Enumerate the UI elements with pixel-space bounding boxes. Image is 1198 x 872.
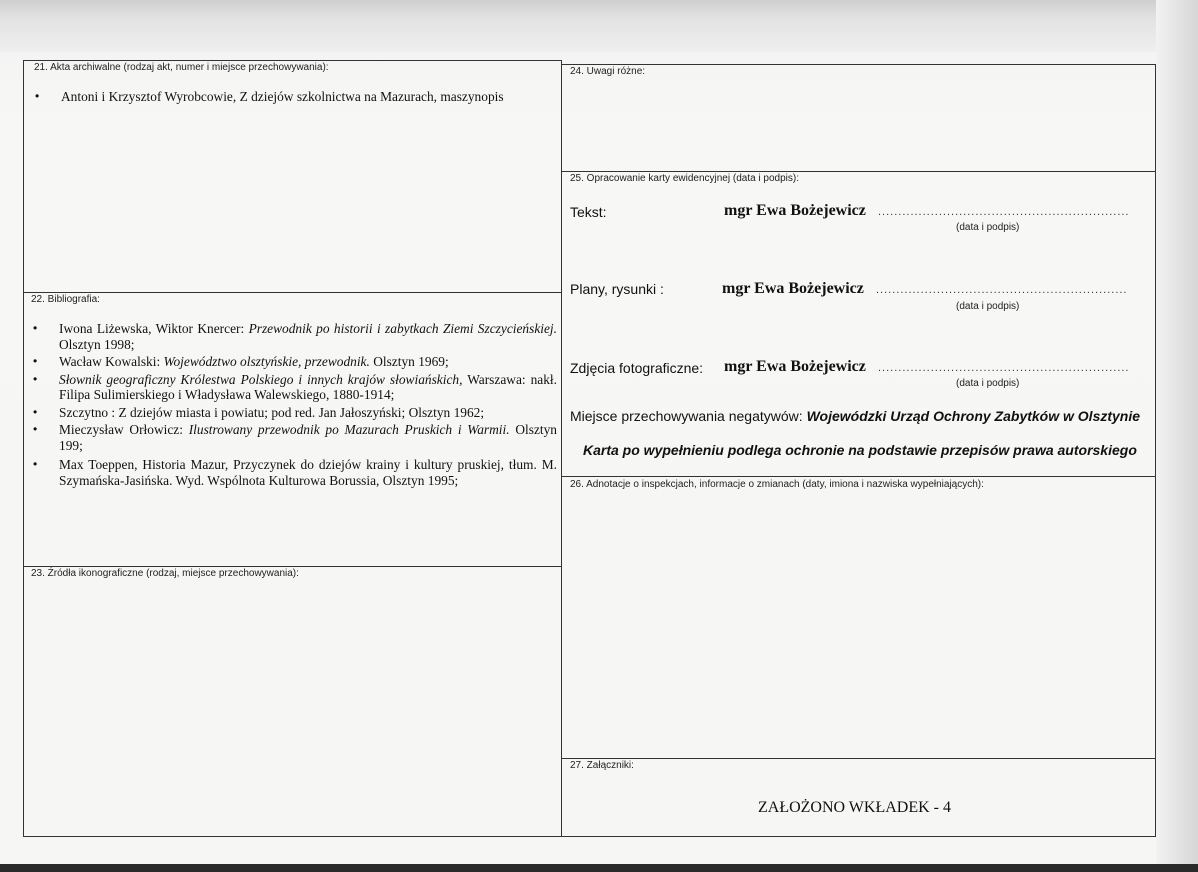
copyright-note: Karta po wypełnieniu podlega ochronie na podstawie przepisów prawa autorskiego: [583, 442, 1137, 458]
signature-name-plans: mgr Ewa Bożejewicz: [722, 280, 864, 297]
signature-note-plans: (data i podpis): [956, 301, 1020, 312]
bullet-icon: •: [33, 321, 38, 335]
signature-key-text: Tekst:: [570, 204, 607, 220]
section-26-label: 26. Adnotacje o inspekcjach, informacje o zmianach (daty, imiona i nazwiska wypełniających):: [570, 479, 984, 490]
bullet-icon: •: [33, 404, 38, 419]
negatives-storage-value: Wojewódzki Urząd Ochrony Zabytków w Olsztynie: [806, 408, 1141, 424]
list-item: • Max Toeppen, Historia Mazur, Przyczynek do dziejów krainy i kultury pruskiej, tłum. M. Szymańska-Jasińska. Wyd. Wspólnota Kulturowa Borussia, Olsztyn 1995;: [33, 457, 557, 488]
section-22-label: 22. Bibliografia:: [31, 294, 100, 305]
signature-dots-plans: ..............................................................: [876, 284, 1128, 296]
signature-key-photos: Zdjęcia fotograficzne:: [570, 360, 704, 376]
section-24-label: 24. Uwagi różne:: [570, 66, 646, 77]
archive-entry: Antoni i Krzysztof Wyrobcowie, Z dziejów szkolnictwa na Mazurach, maszynopis: [61, 89, 504, 104]
bullet-icon: •: [33, 457, 38, 471]
section-23-label: 23. Źródła ikonograficzne (rodzaj, miejsce przechowywania):: [31, 568, 299, 579]
divider-24-25: [561, 171, 1156, 172]
divider-26-27: [561, 758, 1156, 759]
signature-note-text: (data i podpis): [956, 222, 1020, 233]
signature-note-photos: (data i podpis): [956, 378, 1020, 389]
bibliography-list: [24, 321, 557, 488]
signature-dots-photos: ..............................................................: [878, 362, 1130, 374]
list-item: [26, 89, 556, 105]
bullet-icon: •: [33, 354, 38, 368]
list-item: • Wacław Kowalski: Województwo olsztyńskie, przewodnik. Olsztyn 1969;: [33, 354, 449, 369]
scan-top-margin: [0, 0, 1198, 52]
divider-22-23: [23, 566, 562, 567]
list-item: • Szczytno : Z dziejów miasta i powiatu; pod red. Jan Jałoszyński; Olsztyn 1962;: [33, 404, 485, 420]
negatives-storage: Miejsce przechowywania negatywów: Wojewódzki Urząd Ochrony Zabytków w Olsztynie: [570, 408, 1141, 424]
scan-right-margin: [1156, 0, 1198, 872]
divider-21-22: [23, 292, 562, 293]
section-27-label: 27. Załączniki:: [570, 760, 634, 771]
signature-name-photos: mgr Ewa Bożejewicz: [724, 358, 866, 375]
divider-25-26: [561, 476, 1156, 477]
list-item: • Mieczysław Orłowicz: Ilustrowany przewodnik po Mazurach Pruskich i Warmii. Olsztyn 199;: [33, 422, 557, 453]
section-21-label: 21. Akta archiwalne (rodzaj akt, numer i miejsce przechowywania):: [34, 62, 329, 73]
bullet-icon: •: [35, 89, 40, 103]
archive-list: [26, 89, 556, 105]
signature-dots-text: ..............................................................: [878, 206, 1130, 218]
signature-key-plans: Plany, rysunki :: [570, 281, 664, 297]
section-25-label: 25. Opracowanie karty ewidencyjnej (data i podpis):: [570, 173, 800, 184]
bullet-icon: •: [33, 422, 38, 436]
signature-name-text: mgr Ewa Bożejewicz: [724, 202, 866, 219]
scan-bottom-edge: [0, 864, 1198, 872]
list-item: • Iwona Liżewska, Wiktor Knercer: Przewodnik po historii i zabytkach Ziemi Szczycieńskiej. Olsztyn 1998;: [33, 321, 558, 352]
attachments-value: ZAŁOŻONO WKŁADEK - 4: [758, 799, 951, 816]
list-item: • Słownik geograficzny Królestwa Polskiego i innych krajów słowiańskich, Warszawa: nakł. Filipa Sulimierskiego i Władysława Walewskiego, 1880-1914;: [33, 371, 557, 402]
bullet-icon: •: [33, 371, 38, 386]
